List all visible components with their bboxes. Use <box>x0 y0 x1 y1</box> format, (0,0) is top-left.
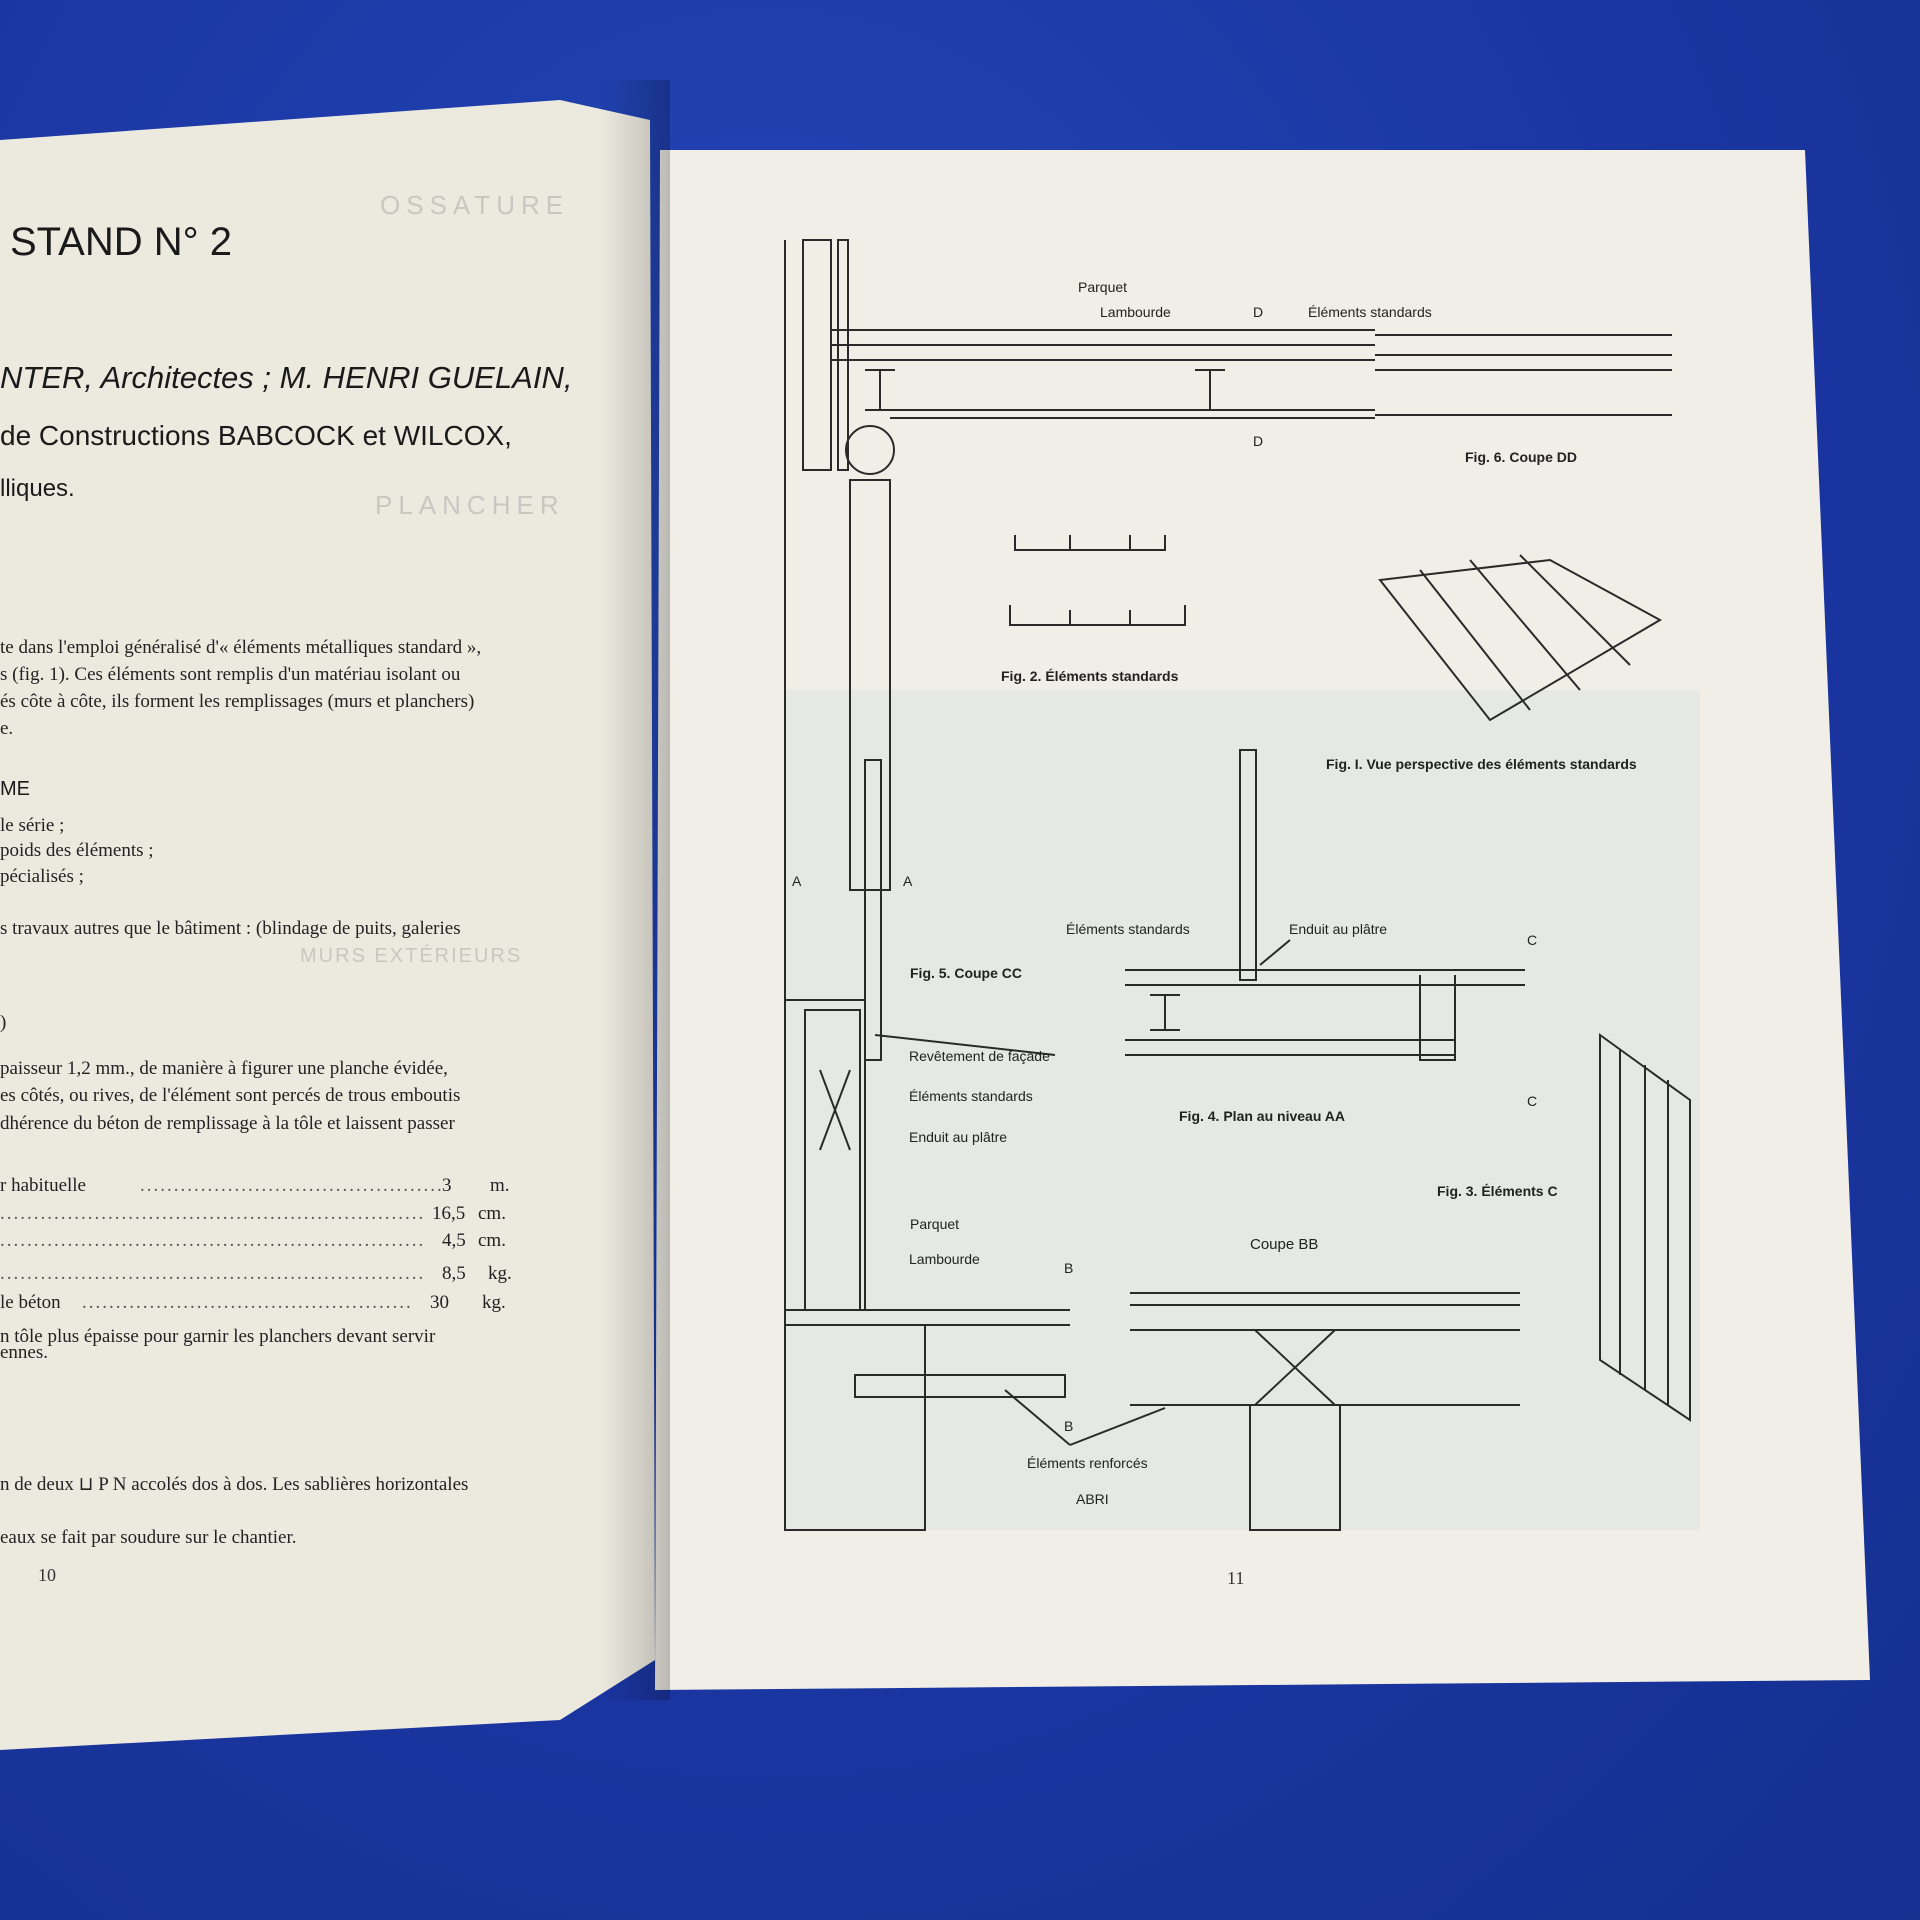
page-title: STAND N° 2 <box>10 220 232 264</box>
credit-line-2: de Constructions BABCOCK et WILCOX, <box>0 420 512 451</box>
list-item: pécialisés ; <box>0 866 84 887</box>
spec-value: 8,5 <box>442 1263 466 1284</box>
caption-fig2: Fig. 2. Éléments standards <box>1001 668 1179 684</box>
page-number-right: 11 <box>1227 1568 1245 1588</box>
label-section-b-bottom: B <box>1064 1418 1074 1434</box>
credit-line-1: NTER, Architectes ; M. HENRI GUELAIN, <box>0 360 573 395</box>
paragraph-4-line-1: n de deux ⊔ P N accolés dos à dos. Les sablières horizontales <box>0 1474 469 1495</box>
spec-unit: kg. <box>482 1292 506 1313</box>
label-revetement-facade: Revêtement de façade <box>909 1048 1050 1064</box>
spec-label: le béton <box>0 1292 61 1313</box>
label-parquet-top: Parquet <box>1078 279 1128 295</box>
spec-label: r habituelle <box>0 1175 86 1196</box>
subheading: ME <box>0 778 30 800</box>
spec-dots: ............................................. <box>140 1175 444 1196</box>
spec-value: 4,5 <box>442 1230 466 1251</box>
label-section-a-right: A <box>903 873 913 889</box>
page-number-left: 10 <box>38 1565 56 1585</box>
spec-dots: ............................................................... <box>0 1203 426 1224</box>
paragraph-1-line-2: s (fig. 1). Ces éléments sont remplis d'un matériau isolant ou <box>0 664 461 685</box>
spec-value: 30 <box>430 1292 449 1313</box>
ghost-heading-murs: MURS EXTÉRIEURS <box>300 945 523 967</box>
spec-value: 16,5 <box>432 1203 466 1224</box>
closing-paren: ) <box>0 1012 7 1033</box>
label-elements-standards-low: Éléments standards <box>909 1088 1033 1104</box>
label-section-c-top: C <box>1527 932 1538 948</box>
label-lambourde-top: Lambourde <box>1100 304 1171 320</box>
spec-unit: m. <box>490 1175 510 1196</box>
caption-coupe-bb: Coupe BB <box>1250 1236 1319 1253</box>
caption-fig4: Fig. 4. Plan au niveau AA <box>1179 1108 1345 1124</box>
spec-value: 3 <box>442 1175 452 1196</box>
credit-line-3: lliques. <box>0 475 75 502</box>
label-abri: ABRI <box>1076 1491 1109 1507</box>
label-enduit-platre-mid: Enduit au plâtre <box>1289 921 1388 937</box>
label-enduit-platre-low: Enduit au plâtre <box>909 1129 1008 1145</box>
label-section-d-bottom: D <box>1253 433 1264 449</box>
caption-fig5: Fig. 5. Coupe CC <box>910 965 1022 981</box>
paragraph-2-line-2: es côtés, ou rives, de l'élément sont percés de trous emboutis <box>0 1085 461 1106</box>
label-elements-standards-mid: Éléments standards <box>1066 921 1190 937</box>
label-section-c-bottom: C <box>1527 1093 1538 1109</box>
spec-dots: ............................................................... <box>0 1230 426 1251</box>
paragraph-1-line-4: e. <box>0 718 14 739</box>
list-item: poids des éléments ; <box>0 840 154 861</box>
list-item: le série ; <box>0 815 65 836</box>
label-elements-renforces: Éléments renforcés <box>1027 1455 1148 1471</box>
spec-dots: ............................................................... <box>0 1263 426 1284</box>
spec-unit: cm. <box>478 1230 506 1251</box>
spec-unit: kg. <box>488 1263 512 1284</box>
paragraph-4-line-2: eaux se fait par soudure sur le chantier. <box>0 1527 297 1548</box>
spec-dots: ................................................. <box>82 1292 413 1313</box>
label-parquet-low: Parquet <box>910 1216 960 1232</box>
ghost-heading-plancher: PLANCHER <box>375 490 565 520</box>
paragraph-3-line-2: ennes. <box>0 1342 49 1363</box>
line-travaux: s travaux autres que le bâtiment : (blindage de puits, galeries <box>0 918 461 939</box>
label-lambourde-low: Lambourde <box>909 1251 980 1267</box>
paragraph-2-line-1: paisseur 1,2 mm., de manière à figurer une planche évidée, <box>0 1058 448 1079</box>
paragraph-1-line-1: te dans l'emploi généralisé d'« éléments métalliques standard », <box>0 637 482 658</box>
label-section-b-top: B <box>1064 1260 1074 1276</box>
spec-unit: cm. <box>478 1203 506 1224</box>
caption-fig3: Fig. 3. Éléments C <box>1437 1183 1558 1199</box>
paragraph-2-line-3: dhérence du béton de remplissage à la tôle et laissent passer <box>0 1113 455 1134</box>
caption-fig1: Fig. I. Vue perspective des éléments standards <box>1326 756 1637 772</box>
caption-fig6: Fig. 6. Coupe DD <box>1465 449 1577 465</box>
label-section-a-left: A <box>792 873 802 889</box>
ghost-heading-ossature: OSSATURE <box>380 190 570 220</box>
label-section-d-top: D <box>1253 304 1264 320</box>
label-elements-standards-top: Éléments standards <box>1308 304 1432 320</box>
paragraph-1-line-3: és côte à côte, ils forment les remplissages (murs et planchers) <box>0 691 475 712</box>
paragraph-3-line-1: n tôle plus épaisse pour garnir les planchers devant servir <box>0 1326 436 1347</box>
